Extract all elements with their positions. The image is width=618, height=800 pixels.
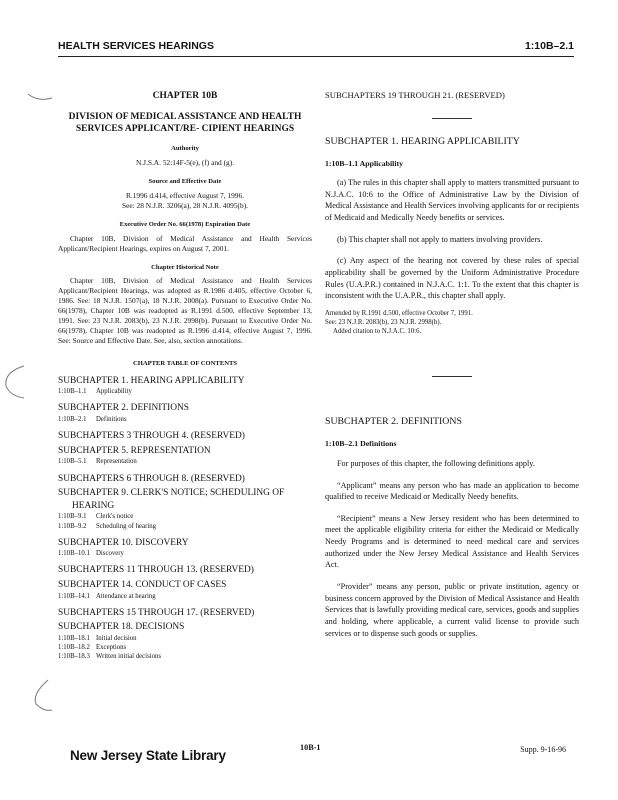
toc-subchapter: SUBCHAPTER 18. DECISIONS [58, 622, 185, 633]
amendment-line: Amended by R.1991 d.500, effective October 7, 1991. [325, 309, 473, 317]
amendment-note [325, 310, 579, 336]
header-title: HEALTH SERVICES HEARINGS [58, 40, 214, 52]
authority-text: N.J.S.A. 52:14F-5(e), (f) and (g). [135, 158, 235, 168]
supplement-date: Supp. 9-16-96 [520, 745, 566, 754]
amendment-line: Added citation to N.J.A.C. 10:6. [333, 327, 422, 335]
toc-subchapter: SUBCHAPTERS 11 THROUGH 13. (RESERVED) [58, 565, 254, 576]
chapter-number: CHAPTER 10B [152, 91, 218, 101]
toc-heading: CHAPTER TABLE OF CONTENTS [132, 359, 238, 367]
toc-section: 1:10B–10.1 Discovery [58, 550, 124, 558]
reserved-subchapters: SUBCHAPTERS 19 THROUGH 21. (RESERVED) [325, 90, 505, 100]
toc-section: 1:10B–9.1 Clerk's notice [58, 513, 134, 521]
toc-subchapter: SUBCHAPTER 1. HEARING APPLICABILITY [58, 375, 245, 386]
toc-section: 1:10B–18.2 Exceptions [58, 644, 127, 652]
toc-subchapter: SUBCHAPTERS 15 THROUGH 17. (RESERVED) [58, 607, 255, 618]
header-rule [58, 56, 574, 57]
subchapter-2-heading: SUBCHAPTER 2. DEFINITIONS [325, 416, 462, 428]
toc-subchapter: SUBCHAPTER 2. DEFINITIONS [58, 403, 189, 414]
toc-section: 1:10B–1.1 Applicability [58, 388, 132, 396]
toc-subchapter: SUBCHAPTER 9. CLERK'S NOTICE; SCHEDULING OF HEARING [58, 488, 285, 511]
source-text-2: See: 28 N.J.R. 3206(a), 28 N.J.R. 4095(b). [121, 200, 249, 210]
section-divider [432, 376, 472, 377]
amendment-line: See: 23 N.J.R. 2083(b), 23 N.J.R. 2998(b). [325, 318, 442, 326]
chapter-title: DIVISION OF MEDICAL ASSISTANCE AND HEALTH SERVICES APPLICANT/RE- CIPIENT HEARINGS [68, 111, 302, 134]
subchapter-1-heading: SUBCHAPTER 1. HEARING APPLICABILITY [325, 135, 520, 147]
toc-section: 1:10B–18.3 Written initial decisions [58, 653, 162, 661]
running-header [58, 40, 574, 54]
toc-section: 1:10B–2.1 Definitions [58, 416, 127, 424]
paragraph-b: (b) This chapter shall not apply to matters involving providers. [337, 234, 543, 244]
historical-note-heading: Chapter Historical Note [151, 263, 219, 271]
paragraph-purpose: For purposes of this chapter, the following definitions apply. [337, 458, 535, 468]
section-1-1-heading: 1:10B–1.1 Applicability [325, 158, 403, 168]
margin-mark-middle [0, 362, 30, 402]
historical-note-text: Chapter 10B, Division of Medical Assistance and Health Services Applicant/Recipient Hearings, was adopted as R.1986 d.405, effective October 6, 1986. See: 18 N.J.R. 1507(a), 18 N.J.R. 2008(a). Pursuant to Executive Order No. 66(1978), Chapter 10B was readopted as R.1991 d.500, effective September 13, 1991. See: 23 N.J.R. 2083(b), 23 N.J.R. 2998(b). Pursuant to Executive Order No. 66(1978), Chapter 10B was readopted as R.1996 d.414, effective August 7, 1996. See: Source and Effective Date. See, also, section annotations. [58, 276, 312, 345]
right-column [325, 90, 579, 649]
source-heading: Source and Effective Date [148, 178, 222, 186]
definition-applicant: “Applicant” means any person who has made an application to become qualified to receive Medicaid or Medically Needy benefits. [325, 480, 579, 502]
margin-mark-bottom [26, 676, 56, 716]
table-of-contents [58, 375, 312, 662]
margin-mark-top [26, 88, 56, 108]
section-divider [432, 118, 472, 119]
executive-order-text: Chapter 10B, Division of Medical Assistance and Health Services Applicant/Recipient Hearings, expires on August 7, 2001. [58, 233, 312, 253]
page-number: 10B-1 [300, 743, 321, 752]
toc-section: 1:10B–18.1 Initial decision [58, 635, 137, 642]
toc-section: 1:10B–14.1 Attendance at hearing [58, 592, 156, 600]
source-text-1: R.1996 d.414, effective August 7, 1996. [125, 191, 245, 201]
toc-section: 1:10B–5.1 Representation [58, 458, 137, 466]
toc-section: 1:10B–9.2 Scheduling of hearing [58, 522, 157, 530]
executive-order-heading: Executive Order No. 66(1978) Expiration Date [119, 220, 251, 228]
header-section: 1:10B–2.1 [524, 40, 574, 52]
library-stamp: New Jersey State Library [70, 748, 226, 763]
toc-subchapter: SUBCHAPTER 5. REPRESENTATION [58, 445, 211, 456]
paragraph-c: (c) Any aspect of the hearing not covered by these rules of special applicability shall be governed by the Uniform Administrative Procedure Rules (U.A.P.R.) contained in N.J.A.C. 1:1. To the extent that this chapter is inconsistent with the U.A.P.R., this chapter shall apply. [325, 256, 579, 301]
paragraph-a: (a) The rules in this chapter shall apply to matters transmitted pursuant to N.J.A.C. 10:6 to the Office of Administrative Law by the Division of Medical Assistance and Health Services involving applicants for or recipients of Medicaid and Medically Needy benefits or services. [325, 178, 579, 222]
section-2-1-heading: 1:10B–2.1 Definitions [325, 439, 397, 449]
definition-provider: “Provider” means any person, public or private institution, agency or business concern approved by the Division of Medical Assistance and Health Services that is lawfully providing medical care, services, goods and supplies and holding, where applicable, a current valid license to provide such services or to dispense such goods or supplies. [325, 582, 579, 638]
toc-subchapter: SUBCHAPTERS 3 THROUGH 4. (RESERVED) [58, 431, 245, 442]
authority-heading: Authority [171, 145, 199, 153]
toc-subchapter: SUBCHAPTER 10. DISCOVERY [58, 537, 189, 548]
definition-recipient: “Recipient” means a New Jersey resident who has been determined to meet the applicable eligibility criteria for either the Medicaid or Medically Needy Programs and is determined to need medical care and services authorized under the New Jersey Medical Assistance and Health Services Act. [325, 513, 579, 570]
toc-subchapter: SUBCHAPTER 14. CONDUCT OF CASES [58, 580, 227, 591]
toc-subchapter: SUBCHAPTERS 6 THROUGH 8. (RESERVED) [58, 473, 245, 484]
left-column [58, 90, 312, 662]
